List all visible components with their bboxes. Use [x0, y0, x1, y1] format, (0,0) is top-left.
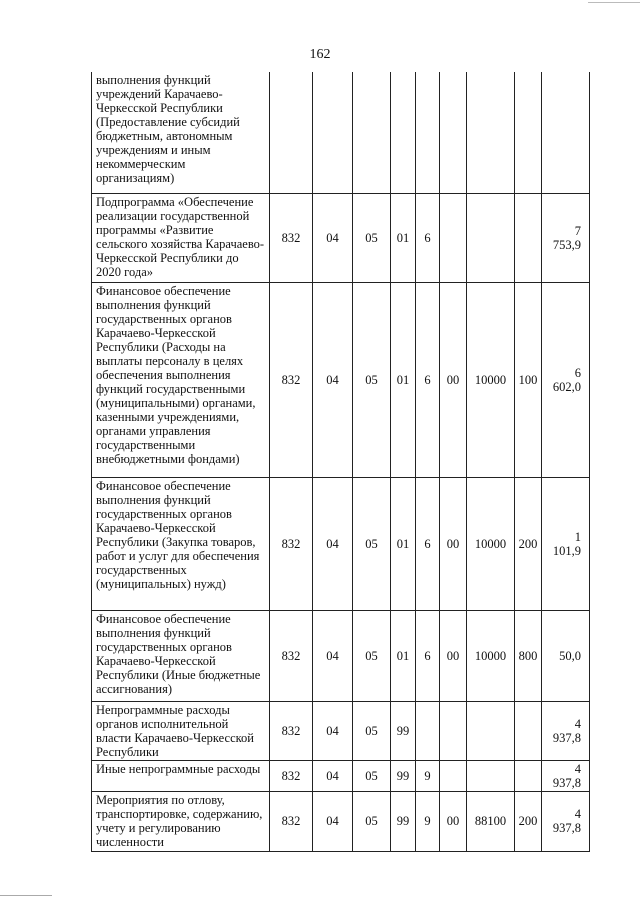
table-row — [92, 72, 590, 193]
program-code: 01 — [391, 477, 416, 610]
ministry-code: 832 — [270, 760, 313, 791]
subsection-code: 05 — [353, 610, 391, 701]
ministry-code: 832 — [270, 282, 313, 477]
section-code — [313, 72, 353, 193]
subprogram-code: 9 — [416, 791, 440, 851]
subprogram-code: 6 — [416, 610, 440, 701]
program-code: 99 — [391, 701, 416, 760]
amount-value: 4 937,8 — [542, 760, 590, 791]
ministry-code: 832 — [270, 610, 313, 701]
amount-value: 1 101,9 — [542, 477, 590, 610]
row-description: Иные непрограммные расходы — [92, 760, 270, 791]
section-code: 04 — [313, 791, 353, 851]
amount-value: 4 937,8 — [542, 791, 590, 851]
row-description: Мероприятия по отлову, транспортировке, содержанию, учету и регулированию численности — [92, 791, 270, 851]
ministry-code: 832 — [270, 477, 313, 610]
footer-rule — [0, 895, 52, 896]
ministry-code: 832 — [270, 701, 313, 760]
subprogram-code: 6 — [416, 477, 440, 610]
expense-code: 10000 — [467, 282, 515, 477]
program-code: 01 — [391, 193, 416, 282]
ministry-code: 832 — [270, 791, 313, 851]
expense-code: 10000 — [467, 610, 515, 701]
program-code: 01 — [391, 610, 416, 701]
subsection-code: 05 — [353, 760, 391, 791]
direction-code: 00 — [440, 610, 467, 701]
subsection-code: 05 — [353, 477, 391, 610]
table-row — [92, 193, 590, 282]
subsection-code — [353, 72, 391, 193]
subprogram-code: 9 — [416, 760, 440, 791]
section-code: 04 — [313, 477, 353, 610]
budget-table-body — [92, 72, 590, 851]
expense-code: 10000 — [467, 477, 515, 610]
subprogram-code — [416, 701, 440, 760]
table-row — [92, 282, 590, 477]
program-code: 01 — [391, 282, 416, 477]
row-description: Непрограммные расходы органов исполнительной власти Карачаево-Черкесской Республики — [92, 701, 270, 760]
section-code: 04 — [313, 193, 353, 282]
section-code: 04 — [313, 760, 353, 791]
row-description: Финансовое обеспечение выполнения функций государственных органов Карачаево-Черкесской Республики (Иные бюджетные ассигнования) — [92, 610, 270, 701]
direction-code: 00 — [440, 477, 467, 610]
ministry-code: 832 — [270, 193, 313, 282]
row-description: выполнения функций учреждений Карачаево-Черкесской Республики (Предоставление субсидий бюджетным, автономным учреждениям и иным некоммерческим организациям) — [92, 72, 270, 193]
top-edge-rule — [588, 2, 640, 3]
table-row — [92, 701, 590, 760]
section-code: 04 — [313, 610, 353, 701]
subsection-code: 05 — [353, 791, 391, 851]
expense-type-code — [515, 701, 542, 760]
expense-code — [467, 193, 515, 282]
subprogram-code — [416, 72, 440, 193]
expense-code: 88100 — [467, 791, 515, 851]
amount-value: 7 753,9 — [542, 193, 590, 282]
amount-value: 6 602,0 — [542, 282, 590, 477]
amount-value: 4 937,8 — [542, 701, 590, 760]
section-code: 04 — [313, 701, 353, 760]
direction-code: 00 — [440, 791, 467, 851]
row-description: Финансовое обеспечение выполнения функций государственных органов Карачаево-Черкесской Республики (Закупка товаров, работ и услуг для обеспечения государственных (муниципальных) нужд) — [92, 477, 270, 610]
program-code — [391, 72, 416, 193]
expense-type-code: 200 — [515, 477, 542, 610]
expense-type-code: 200 — [515, 791, 542, 851]
subprogram-code: 6 — [416, 282, 440, 477]
budget-table — [91, 72, 590, 852]
row-description: Подпрограмма «Обеспечение реализации государственной программы «Развитие сельского хозяйства Карачаево-Черкесской Республики до 2020 года» — [92, 193, 270, 282]
direction-code — [440, 72, 467, 193]
page-number: 162 — [309, 47, 331, 62]
direction-code — [440, 701, 467, 760]
subsection-code: 05 — [353, 701, 391, 760]
expense-code — [467, 72, 515, 193]
amount-value — [542, 72, 590, 193]
expense-type-code — [515, 72, 542, 193]
direction-code — [440, 760, 467, 791]
program-code: 99 — [391, 791, 416, 851]
ministry-code — [270, 72, 313, 193]
expense-type-code — [515, 193, 542, 282]
table-row — [92, 610, 590, 701]
subprogram-code: 6 — [416, 193, 440, 282]
expense-code — [467, 701, 515, 760]
expense-type-code: 800 — [515, 610, 542, 701]
table-row — [92, 760, 590, 791]
table-row — [92, 791, 590, 851]
direction-code — [440, 193, 467, 282]
program-code: 99 — [391, 760, 416, 791]
subsection-code: 05 — [353, 282, 391, 477]
subsection-code: 05 — [353, 193, 391, 282]
expense-type-code: 100 — [515, 282, 542, 477]
amount-value: 50,0 — [542, 610, 590, 701]
direction-code: 00 — [440, 282, 467, 477]
table-row — [92, 477, 590, 610]
row-description: Финансовое обеспечение выполнения функций государственных органов Карачаево-Черкесской Республики (Расходы на выплаты персоналу в целях обеспечения выполнения функций государственными (муниципальными) органами, казенными учреждениями, органами управления государственными внебюджетными фондами) — [92, 282, 270, 477]
section-code: 04 — [313, 282, 353, 477]
expense-code — [467, 760, 515, 791]
expense-type-code — [515, 760, 542, 791]
